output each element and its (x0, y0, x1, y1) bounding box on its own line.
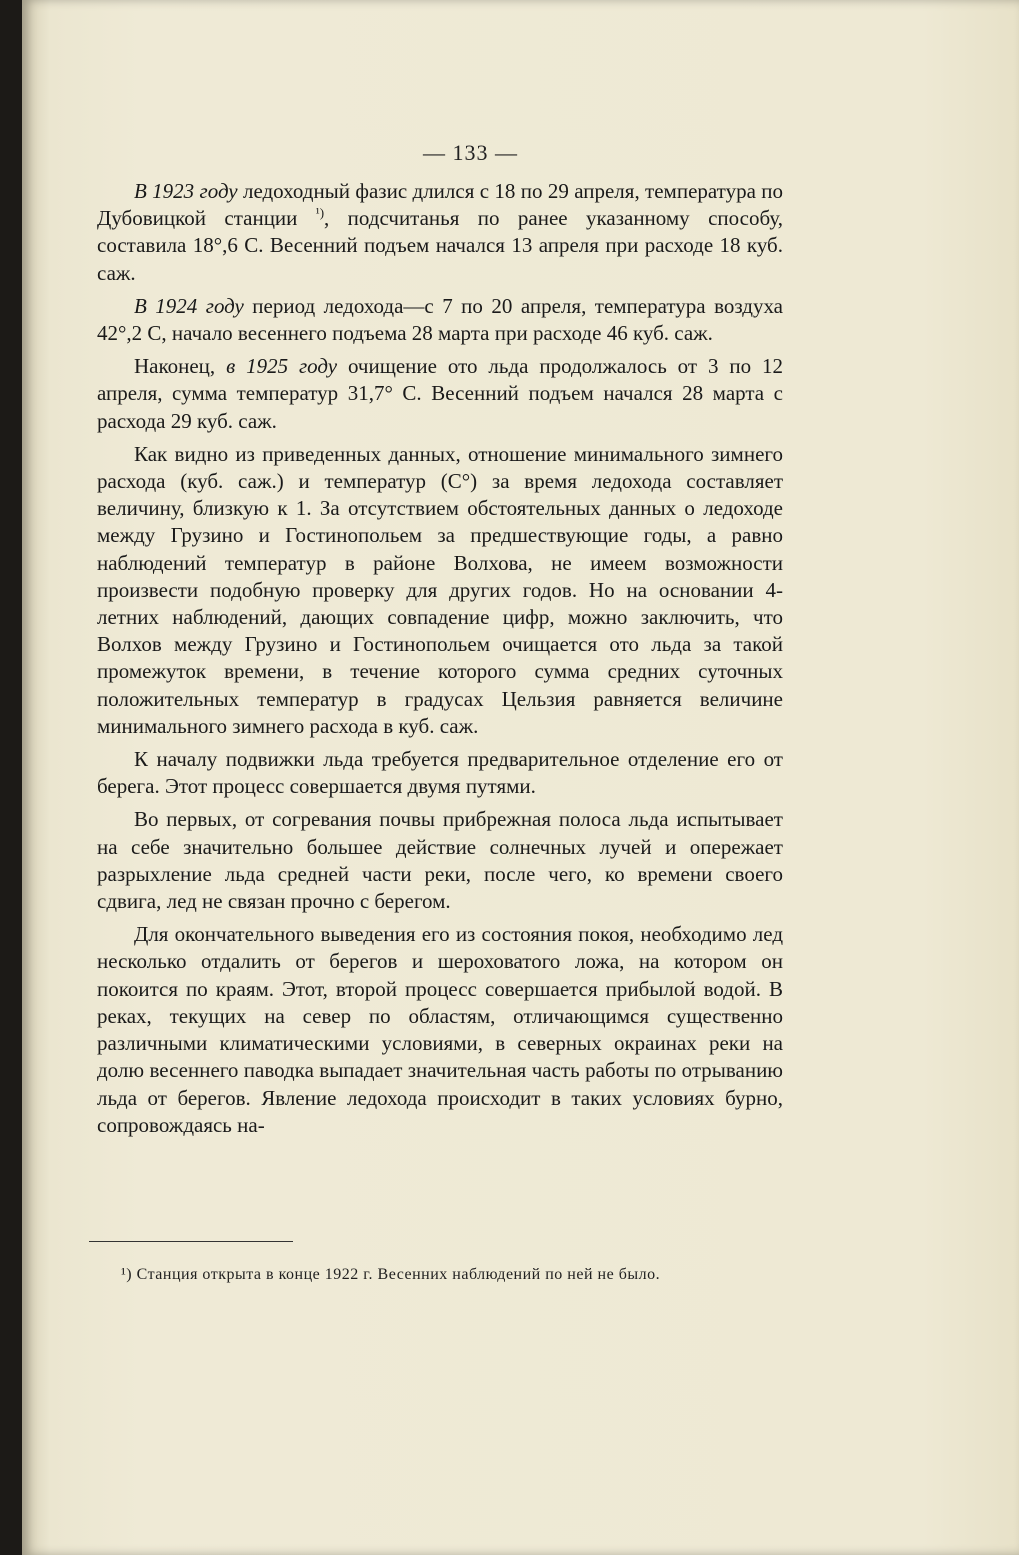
footnote-text: Станция открыта в конце 1922 г. Весенних наблюдений по ней не было. (132, 1266, 661, 1283)
footnote-marker: ¹) (121, 1266, 133, 1283)
year-1923-label: В 1923 году (134, 179, 238, 203)
year-1925-label: в 1925 году (226, 354, 338, 379)
paragraph-text: период ледохода—с 7 по 20 апреля, температура воздуха 42°,2 С, начало весеннего подъема 28 марта при расходе 46 куб. саж. (97, 293, 783, 346)
paragraph-text: ледоходный фазис длился с 18 по 29 апреля, температура по Дубовицкой станции (97, 179, 783, 231)
paragraph-1925 (97, 353, 783, 435)
paragraph-conclusion: Как видно из приведенных данных, отношение минимального зимнего расхода (куб. саж.) и температур (С°) за время ледохода составляет величину, близкую к 1. За отсутствием обстоятельных данных о ледоходе между Грузино и Гостинопольем за предшествующие годы, а равно наблюдений температур в районе Волхова, не имеем возможности произвести подобную проверку для других годов. Но на основании 4-летних наблюдений, дающих совпадение цифр, можно заключить, что Волхов между Грузино и Гостинопольем очищается ото льда за такой промежуток времени, в течение которого сумма средних суточных положительных температур в градусах Цельзия равняется величине минимального зимнего расхода в куб. саж. (97, 441, 783, 738)
paragraph-ice-separation: К началу подвижки льда требуется предварительное отделение его от берега. Этот процесс совершается двумя путями. (97, 747, 783, 799)
paragraph-text: Наконец, (134, 354, 227, 379)
footnote-divider (89, 1241, 293, 1242)
body-text (97, 178, 783, 1145)
paragraph-1924 (97, 293, 783, 347)
paragraph-text: , подсчитанья по ранее указанному способу, составила 18°,6 С. Весенний подъем начался 13 апреля при расходе 18 куб. саж. (97, 206, 783, 285)
paragraph-second-way: Для окончательного выведения его из состояния покоя, необходимо лед несколько отдалить от берегов и шероховатого ложа, на котором он покоится по краям. Этот, второй процесс совершается прибылой водой. В реках, текущих на север по областям, отличающимся существенно различными климатическими условиями, в северных окраинах реки на долю весеннего паводка выпадает значительная часть работы по отрыванию льда от берегов. Явление ледохода происходит в таких условиях бурно, сопровождаясь на- (97, 922, 783, 1137)
footnote-reference: ¹) (315, 205, 325, 221)
paragraph-1923 (97, 178, 783, 287)
footnote (84, 1264, 784, 1286)
page-number: — 133 — (423, 140, 518, 165)
book-page (22, 0, 1019, 1555)
paragraph-text: очищение ото льда продолжалось от 3 по 12 апреля, сумма температур 31,7° С. Весенний подъем начался 28 марта с расхода 29 куб. саж. (97, 354, 783, 433)
year-1924-label: В 1924 году (134, 293, 244, 318)
paragraph-first-way: Во первых, от согревания почвы прибрежная полоса льда испытывает на себе значительно большее действие солнечных лучей и опережает разрыхление льда средней части реки, после чего, ко времени своего сдвига, лед не связан прочно с берегом. (97, 807, 783, 914)
